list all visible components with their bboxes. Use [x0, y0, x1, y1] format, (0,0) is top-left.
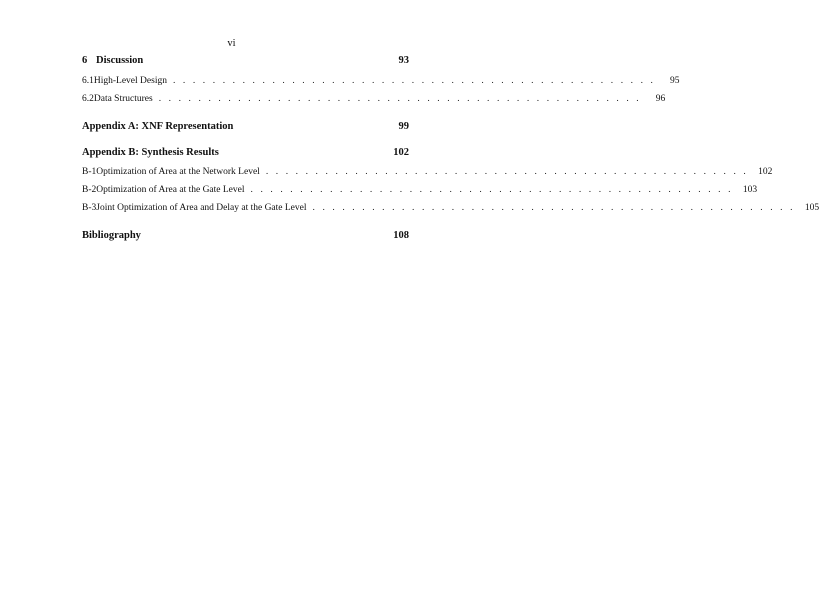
section-title: Data Structures [93, 94, 153, 104]
section-page: 95 [670, 76, 680, 86]
section-title: Optimization of Area at the Gate Level [96, 185, 245, 195]
chapter-page: 93 [398, 55, 409, 66]
toc-bibliography [82, 229, 409, 243]
section-number: 6.2 [82, 94, 94, 104]
appendix-page: 102 [393, 147, 409, 158]
toc-appendix-a [82, 120, 409, 134]
toc-section-b-2 [82, 184, 758, 196]
bibliography-title: Bibliography [82, 230, 141, 241]
toc-chapter-discussion [82, 54, 409, 68]
page-number: vi [227, 38, 236, 49]
table-of-contents [82, 54, 819, 243]
chapter-title: Discussion [96, 55, 144, 66]
toc-appendix-b [82, 146, 409, 160]
dot-leader: . . . . . . . . . . . . . . . . . . . . . . . . . . . . . . . . . . . . . . . . . . . . . . . . . [158, 94, 642, 104]
dot-leader: . . . . . . . . . . . . . . . . . . . . . . . . . . . . . . . . . . . . . . . . . . . . . . . . . [250, 185, 734, 195]
bibliography-page: 108 [393, 230, 409, 241]
section-title: Optimization of Area at the Network Level [96, 167, 260, 177]
toc-section-b-1 [82, 166, 773, 178]
appendix-title: Appendix B: Synthesis Results [82, 147, 219, 158]
section-title: Joint Optimization of Area and Delay at the Gate Level [96, 203, 307, 213]
section-number: B-1 [82, 167, 97, 177]
toc-section-6-1 [82, 75, 680, 87]
section-number: B-3 [82, 203, 97, 213]
section-page: 96 [655, 94, 666, 104]
toc-section-6-2 [82, 93, 666, 105]
toc-section-b-3 [82, 202, 819, 214]
appendix-page: 99 [398, 121, 409, 132]
dot-leader: . . . . . . . . . . . . . . . . . . . . . . . . . . . . . . . . . . . . . . . . . . . . . . . . . [265, 167, 749, 177]
chapter-number: 6 [82, 55, 88, 66]
appendix-title: Appendix A: XNF Representation [82, 121, 234, 132]
section-page: 103 [742, 185, 758, 195]
dot-leader: . . . . . . . . . . . . . . . . . . . . . . . . . . . . . . . . . . . . . . . . . . . . . . . . . [312, 203, 796, 213]
section-page: 102 [758, 167, 773, 177]
section-number: 6.1 [82, 76, 94, 86]
dot-leader: . . . . . . . . . . . . . . . . . . . . . . . . . . . . . . . . . . . . . . . . . . . . . . . . . [172, 76, 656, 86]
section-page: 105 [804, 203, 819, 213]
section-title: High-Level Design [93, 76, 167, 86]
section-number: B-2 [82, 185, 97, 195]
